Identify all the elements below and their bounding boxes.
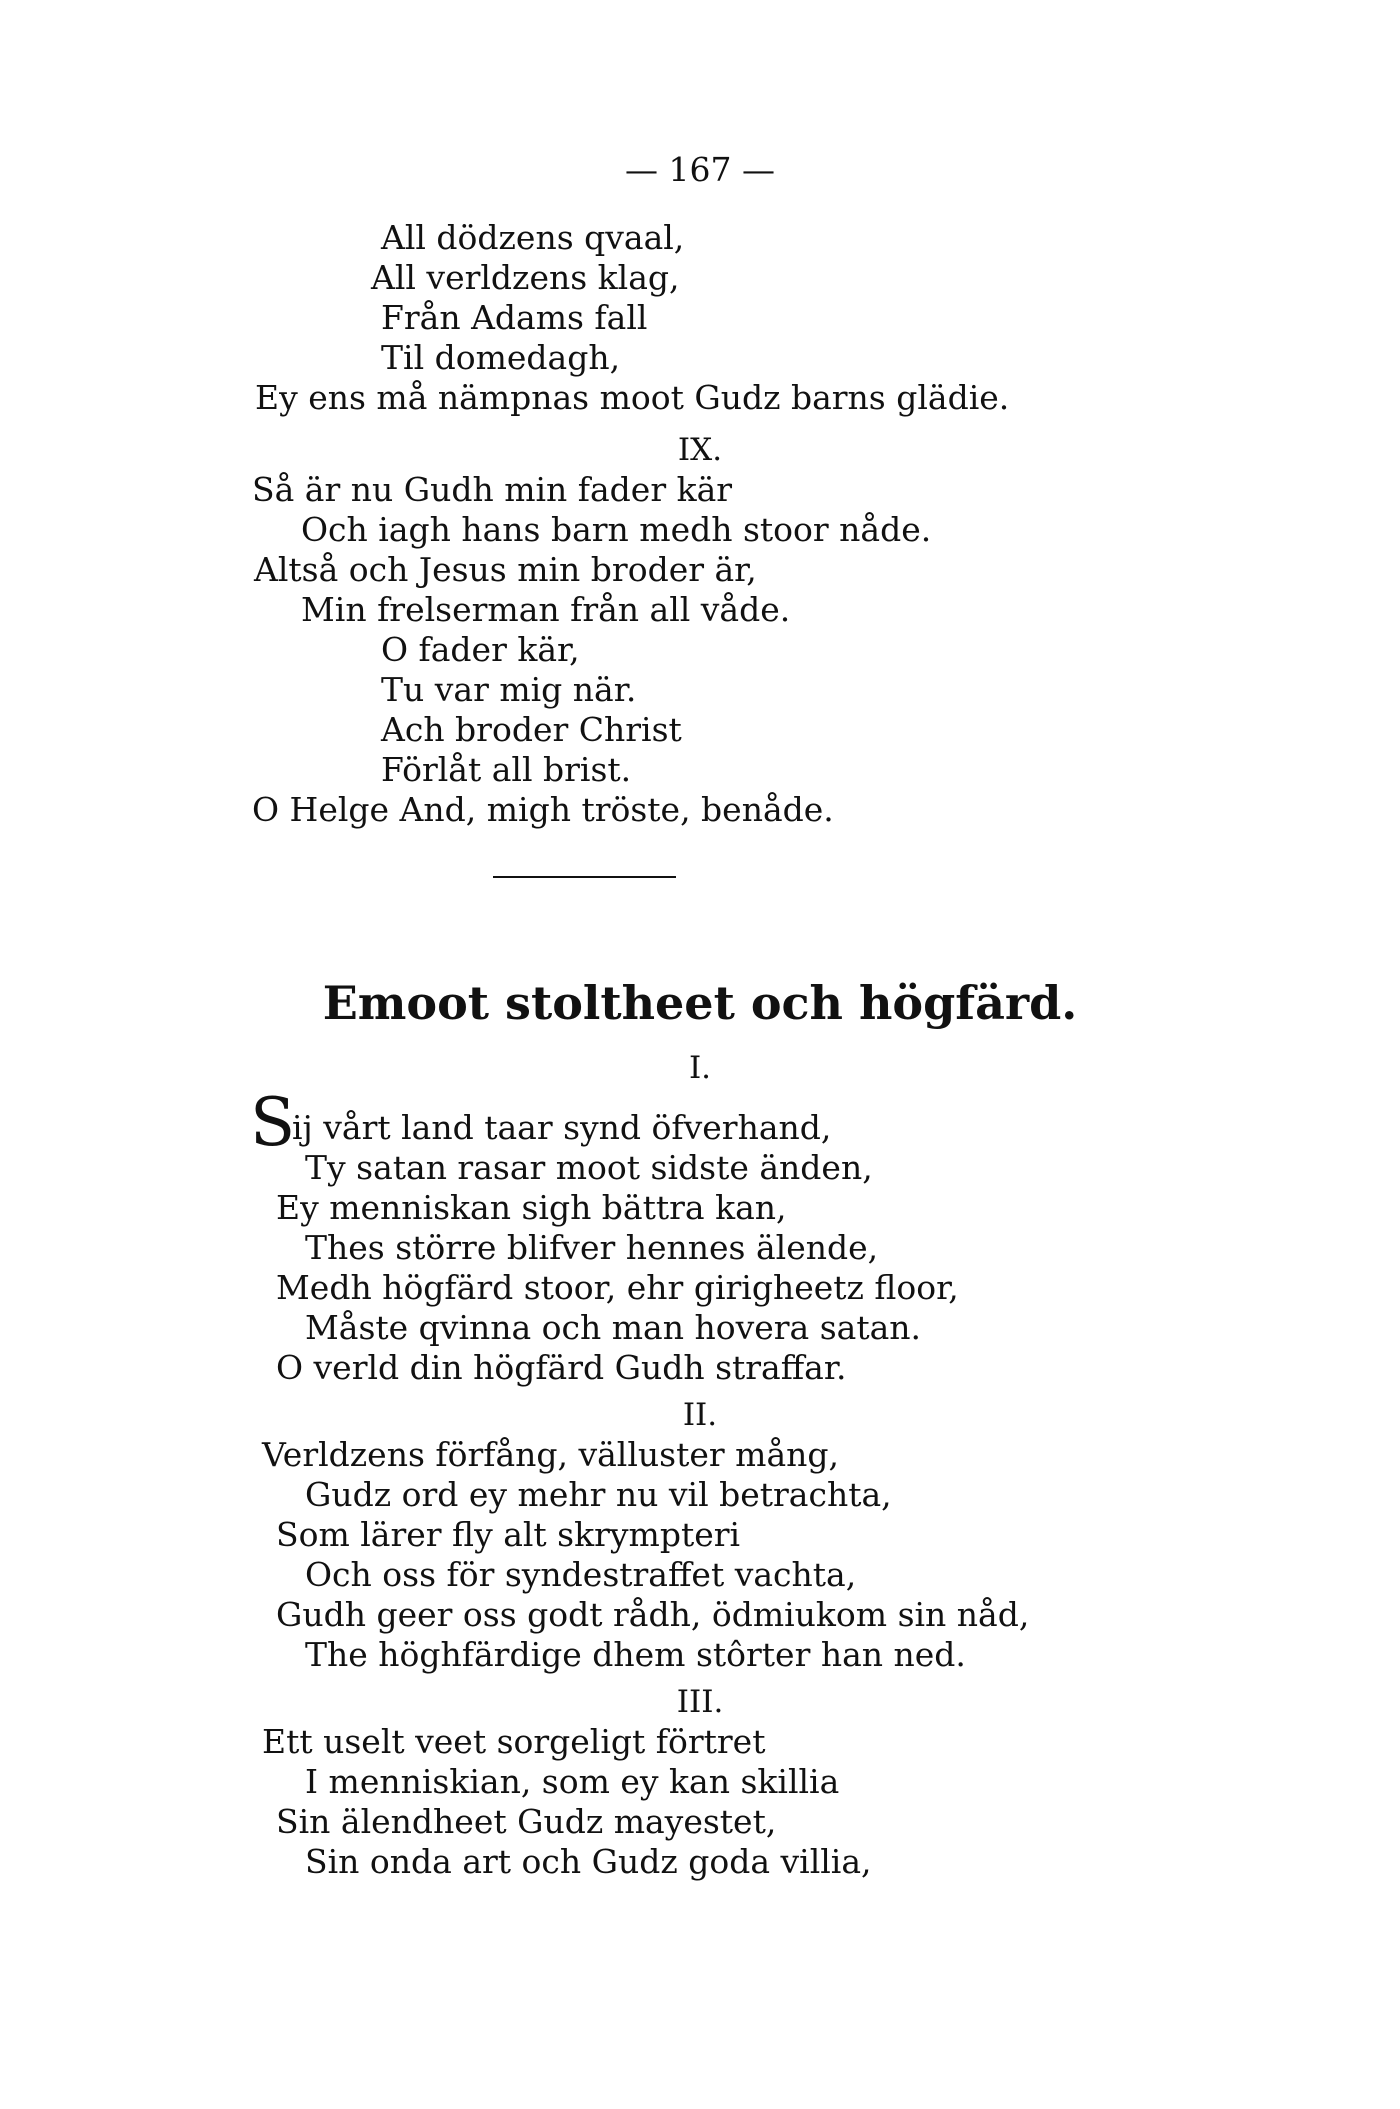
stanza-numeral: IX. — [677, 432, 723, 468]
verse-line: Gudh geer oss godt rådh, ödmiukom sin nåd, — [276, 1595, 1030, 1634]
verse-line: Förlåt all brist. — [381, 750, 632, 789]
stanza-numeral: II. — [682, 1397, 718, 1433]
verse-line: Och iagh hans barn medh stoor nåde. — [301, 510, 932, 549]
verse-line: Och oss för syndestraffet vachta, — [305, 1555, 857, 1594]
verse-line: I menniskian, som ey kan skillia — [305, 1762, 840, 1801]
hymn-title: Emoot stoltheet och högfärd. — [322, 976, 1078, 1030]
verse-line: Ty satan rasar moot sidste änden, — [305, 1148, 873, 1187]
verse-line: Ey menniskan sigh bättra kan, — [276, 1188, 787, 1227]
verse-line: Altså och Jesus min broder är, — [254, 550, 757, 589]
drop-cap: S — [250, 1084, 296, 1161]
verse-line: O Helge And, migh tröste, benåde. — [252, 790, 834, 829]
verse-line: Sin onda art och Gudz goda villia, — [305, 1842, 872, 1881]
stanza-numeral: I. — [688, 1050, 712, 1086]
verse-line: All dödzens qvaal, — [381, 218, 685, 257]
verse-line: The höghfärdige dhem stôrter han ned. — [305, 1635, 966, 1674]
verse-line: Tu var mig när. — [381, 670, 637, 709]
verse-line: All verldzens klag, — [371, 258, 680, 297]
verse-line: Från Adams fall — [381, 298, 648, 337]
verse-line: ij vårt land taar synd öfverhand, — [292, 1108, 832, 1147]
verse-line: Sin älendheet Gudz mayestet, — [276, 1802, 777, 1841]
verse-line: Medh högfärd stoor, ehr girigheetz floor, — [276, 1268, 959, 1307]
section-divider — [493, 876, 676, 878]
verse-line: Som lärer fly alt skrympteri — [276, 1515, 741, 1554]
verse-line: Gudz ord ey mehr nu vil betrachta, — [305, 1475, 892, 1514]
verse-line: Thes större blifver hennes älende, — [305, 1228, 879, 1267]
verse-line: O verld din högfärd Gudh straffar. — [276, 1348, 847, 1387]
verse-line: O fader kär, — [381, 630, 580, 669]
verse-line: Ett uselt veet sorgeligt förtret — [262, 1722, 766, 1761]
verse-line: Til domedagh, — [381, 338, 621, 377]
verse-line: Ach broder Christ — [381, 710, 682, 749]
stanza-numeral: III. — [676, 1684, 724, 1720]
verse-line: Ey ens må nämpnas moot Gudz barns glädie. — [255, 378, 1010, 417]
page-number: — 167 — — [625, 150, 775, 189]
verse-line: Måste qvinna och man hovera satan. — [305, 1308, 921, 1347]
verse-line: Så är nu Gudh min fader kär — [252, 470, 733, 509]
verse-line: Min frelserman från all våde. — [301, 590, 791, 629]
verse-line: Verldzens förfång, välluster mång, — [262, 1435, 839, 1474]
